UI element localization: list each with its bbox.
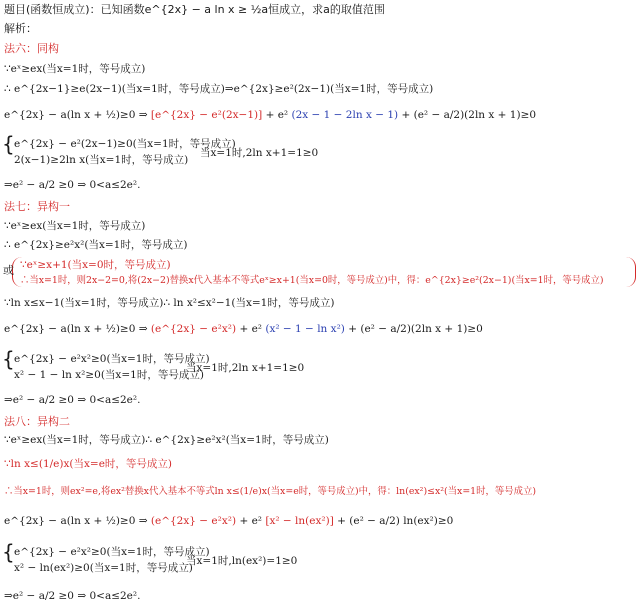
m6-expr-d: (2x − 1 − 2ln x − 1) bbox=[291, 109, 399, 121]
method8-conclusion: ⇒e² − a/2 ≥0 ⇒ 0<a≤2e². bbox=[4, 590, 141, 602]
method7-system1: e^{2x} − e²x²≥0(当x=1时，等号成立) bbox=[14, 353, 210, 365]
method7-or-label: 或 bbox=[3, 264, 14, 277]
m8-expr-b: (e^{2x} − e²x²) bbox=[150, 515, 237, 527]
method6-system1: e^{2x} − e²(2x−1)≥0(当x=1时，等号成立) bbox=[14, 138, 236, 150]
method7-line1: ∵eˣ≥ex(当x=1时，等号成立) bbox=[4, 220, 146, 232]
method7-conclusion: ⇒e² − a/2 ≥0 ⇒ 0<a≤2e². bbox=[4, 394, 141, 406]
m8-expr-a: e^{2x} − a(ln x + ½)≥0 ⇒ bbox=[4, 515, 148, 527]
method7-line5 bbox=[4, 322, 483, 336]
m7-expr-e: + (e² − a/2)(2ln x + 1)≥0 bbox=[348, 323, 483, 335]
method7-alt-line2: ∴当x=1时，则2x−2=0,将(2x−2)替换x代入基本不等式eˣ≥x+1(当x=0时，等号成立)中，得：e^{2x}≥e²(2x−1)(当x=1时，等号成立) bbox=[20, 275, 604, 286]
method8-system2: x² − ln(ex²)≥0(当x=1时，等号成立) bbox=[14, 562, 193, 574]
analysis-label: 解析： bbox=[4, 22, 37, 35]
m6-expr-e: + (e² − a/2)(2ln x + 1)≥0 bbox=[401, 109, 537, 121]
m7-expr-d: (x² − 1 − ln x²) bbox=[265, 323, 345, 335]
problem-title: 题目(函数恒成立)：已知函数e^{2x} − a ln x ≥ ½a恒成立，求a的取值范围 bbox=[4, 3, 385, 16]
method6-brace: { bbox=[2, 132, 15, 156]
m7-expr-a: e^{2x} − a(ln x + ½)≥0 ⇒ bbox=[4, 323, 148, 335]
m8-expr-d: [x² − ln(ex²)] bbox=[265, 515, 334, 527]
method6-conclusion: ⇒e² − a/2 ≥0 ⇒ 0<a≤2e². bbox=[4, 179, 141, 191]
method6-line3 bbox=[4, 108, 536, 122]
method8-line3: ∴当x=1时，则ex²=e,将ex²替换x代入基本不等式ln x≤(1/e)x(当x=e时，等号成立)中，得：ln(ex²)≤x²(当x=1时，等号成立) bbox=[4, 486, 537, 497]
method7-side-note: 当x=1时,2ln x+1=1≥0 bbox=[186, 362, 305, 374]
method8-line2: ∵ln x≤(1/e)x(当x=e时，等号成立) bbox=[4, 458, 173, 470]
m6-expr-b: [e^{2x} − e²(2x−1)] bbox=[150, 109, 263, 121]
method8-line4 bbox=[4, 514, 453, 528]
method8-side-note: 当x=1时,ln(ex²)=1≥0 bbox=[186, 555, 298, 567]
method7-heading: 法七：异构一 bbox=[4, 200, 70, 213]
m7-expr-c: + e² bbox=[239, 323, 262, 335]
m8-expr-c: + e² bbox=[239, 515, 262, 527]
method7-line4: ∵ln x≤x−1(当x=1时，等号成立)∴ ln x²≤x²−1(当x=1时，等号成立) bbox=[4, 297, 335, 309]
method6-heading: 法六：同构 bbox=[4, 42, 59, 55]
m6-expr-c: + e² bbox=[265, 109, 289, 121]
method7-brace: { bbox=[2, 347, 15, 371]
method6-side-note: 当x=1时,2ln x+1=1≥0 bbox=[200, 147, 319, 159]
method8-system1: e^{2x} − e²x²≥0(当x=1时，等号成立) bbox=[14, 546, 210, 558]
method8-line1: ∵eˣ≥ex(当x=1时，等号成立)∴ e^{2x}≥e²x²(当x=1时，等号成立) bbox=[4, 434, 329, 446]
method8-heading: 法八：异构二 bbox=[4, 415, 70, 428]
m8-expr-e: + (e² − a/2) ln(ex²)≥0 bbox=[337, 515, 454, 527]
method7-alt-line1: ∵eˣ≥x+1(当x=0时，等号成立) bbox=[20, 259, 171, 271]
method7-system2: x² − 1 − ln x²≥0(当x=1时，等号成立) bbox=[14, 369, 204, 381]
method7-line2: ∴ e^{2x}≥e²x²(当x=1时，等号成立) bbox=[4, 239, 188, 251]
method8-brace: { bbox=[2, 540, 15, 564]
method6-system2: 2(x−1)≥2ln x(当x=1时，等号成立) bbox=[14, 154, 189, 166]
m7-expr-b: (e^{2x} − e²x²) bbox=[150, 323, 237, 335]
m6-expr-a: e^{2x} − a(ln x + ½)≥0 ⇒ bbox=[4, 109, 148, 121]
method6-line1: ∵eˣ≥ex(当x=1时，等号成立) bbox=[4, 63, 146, 75]
method6-line2: ∴ e^{2x−1}≥e(2x−1)(当x=1时，等号成立)⇒e^{2x}≥e²(2x−1)(当x=1时，等号成立) bbox=[4, 83, 434, 95]
